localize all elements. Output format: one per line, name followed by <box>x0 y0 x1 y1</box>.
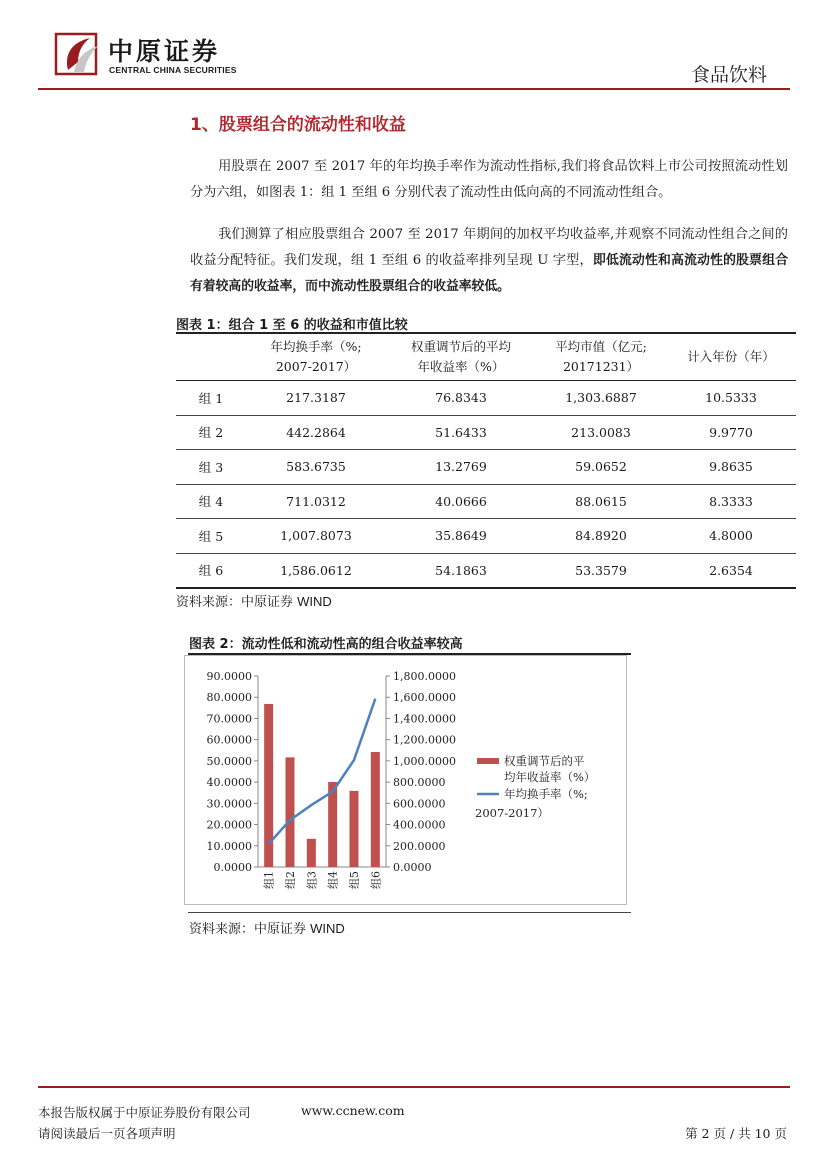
table-cell: 35.8649 <box>386 519 536 554</box>
table-cell: 84.8920 <box>536 519 666 554</box>
legend-bar-label-2: 均年收益率（%） <box>504 770 596 784</box>
table-row-label: 组 5 <box>176 519 246 554</box>
chart-title: 图表 2：流动性低和流动性高的组合收益率较高 <box>189 637 463 652</box>
table-row <box>176 381 796 416</box>
table-cell: 13.2769 <box>386 450 536 485</box>
left-tick-label: 80.0000 <box>206 691 252 705</box>
left-tick-label: 60.0000 <box>206 733 252 747</box>
table-header-cell: 平均市值（亿元; 20171231） <box>555 339 647 374</box>
table-row-label: 组 6 <box>176 553 246 588</box>
legend-bar-label-1: 权重调节后的平 <box>504 754 585 768</box>
table-cell: 217.3187 <box>246 381 386 416</box>
table-cell: 9.9770 <box>666 415 796 450</box>
table-cell: 9.8635 <box>666 450 796 485</box>
paragraph-2 <box>190 222 788 300</box>
category-label: 组4 <box>326 871 340 889</box>
table-cell: 2.6354 <box>666 553 796 588</box>
table-cell: 54.1863 <box>386 553 536 588</box>
page-number: 第 2 页 / 共 10 页 <box>685 1126 787 1141</box>
table-cell: 1,586.0612 <box>246 553 386 588</box>
table-row-label: 组 3 <box>176 450 246 485</box>
table-row <box>176 519 796 554</box>
table-cell: 88.0615 <box>536 484 666 519</box>
footer-copyright: 本报告版权属于中原证券股份有限公司 <box>38 1105 251 1120</box>
legend-line-label-2: 2007-2017） <box>475 806 549 820</box>
table-header-cell: 权重调节后的平均 年收益率（%） <box>410 339 511 374</box>
footer-disclaimer: 请阅读最后一页各项声明 <box>38 1126 176 1141</box>
industry-label: 食品饮料 <box>690 64 767 86</box>
returns-table <box>176 332 796 589</box>
left-tick-label: 30.0000 <box>206 797 252 811</box>
table-source-label: 资料来源：中原证券 <box>176 595 294 610</box>
table-source <box>176 591 332 610</box>
table-header-cell: 计入年份（年） <box>687 349 775 364</box>
paragraph-2-text: 我们测算了相应股票组合 2007 至 2017 年期间的加权平均收益率,并观察不同流动性组合之间的收益分配特征。我们发现，组 1 至组 6 的收益率排列呈现 U 字型， <box>190 227 788 268</box>
company-logo <box>54 30 244 78</box>
category-label: 组3 <box>305 871 319 889</box>
category-label: 组5 <box>348 871 361 889</box>
table-cell: 213.0083 <box>536 415 666 450</box>
table-cell: 4.8000 <box>666 519 796 554</box>
table-cell: 1,303.6887 <box>536 381 666 416</box>
table-row <box>176 450 796 485</box>
left-tick-label: 40.0000 <box>206 776 252 790</box>
right-tick-label: 1,800.0000 <box>393 670 456 683</box>
right-tick-label: 800.0000 <box>393 776 446 790</box>
left-tick-label: 20.0000 <box>206 818 252 832</box>
paragraph-1-text: 用股票在 2007 至 2017 年的年均换手率作为流动性指标,我们将食品饮料上市公司按照流动性划分为六组，如图表 1：组 1 至组 6 分别代表了流动性由低向高的不同流动性组合。 <box>190 159 788 200</box>
paragraph-1 <box>190 154 788 206</box>
legend-line-label-1: 年均换手率（%; <box>504 787 588 801</box>
right-tick-label: 0.0000 <box>393 861 432 874</box>
bar-5 <box>350 791 359 867</box>
table-header-cell <box>176 333 246 381</box>
table-row <box>176 484 796 519</box>
section-title: 1、股票组合的流动性和收益 <box>190 115 406 135</box>
table-cell: 10.5333 <box>666 381 796 416</box>
chart-bottom-rule <box>188 912 631 913</box>
footer-website[interactable]: www.ccnew.com <box>301 1103 405 1118</box>
right-tick-label: 400.0000 <box>393 818 446 832</box>
right-tick-label: 1,400.0000 <box>393 712 456 726</box>
table-cell: 583.6735 <box>246 450 386 485</box>
bar-3 <box>307 839 316 867</box>
bar-6 <box>371 752 380 867</box>
table-row <box>176 553 796 588</box>
right-tick-label: 200.0000 <box>393 839 446 853</box>
right-tick-label: 1,600.0000 <box>393 691 456 705</box>
right-tick-label: 1,000.0000 <box>393 754 456 768</box>
chart-source-name: WIND <box>310 921 345 936</box>
paragraph-2-emphasis: 即低流动性和高流动性的股票组合有着较高的收益率，而中流动性股票组合的收益率较低。 <box>190 253 789 294</box>
left-tick-label: 10.0000 <box>206 839 252 853</box>
table-row-label: 组 1 <box>176 381 246 416</box>
right-tick-label: 1,200.0000 <box>393 733 456 747</box>
left-tick-label: 0.0000 <box>213 861 252 874</box>
table-cell: 8.3333 <box>666 484 796 519</box>
table-row-label: 组 2 <box>176 415 246 450</box>
category-label: 组6 <box>369 871 383 889</box>
footer-divider <box>38 1086 790 1088</box>
table-source-name: WIND <box>297 594 332 609</box>
table-cell: 59.0652 <box>536 450 666 485</box>
table-cell: 76.8343 <box>386 381 536 416</box>
left-tick-label: 90.0000 <box>206 670 252 683</box>
table-cell: 1,007.8073 <box>246 519 386 554</box>
right-tick-label: 600.0000 <box>393 797 446 811</box>
table-cell: 711.0312 <box>246 484 386 519</box>
bar-2 <box>286 757 295 867</box>
chart-source-label: 资料来源：中原证券 <box>189 922 307 937</box>
returns-turnover-chart <box>184 655 627 905</box>
left-tick-label: 50.0000 <box>206 754 252 768</box>
header-divider <box>38 88 790 90</box>
legend-bar-swatch <box>477 758 499 764</box>
category-label: 组1 <box>262 871 276 889</box>
brand-name-en: CENTRAL CHINA SECURITIES <box>109 65 237 75</box>
logo-mark-icon <box>54 32 102 76</box>
table-header-row <box>176 333 796 381</box>
left-tick-label: 70.0000 <box>206 712 252 726</box>
table-title: 图表 1：组合 1 至 6 的收益和市值比较 <box>176 318 408 333</box>
table-cell: 40.0666 <box>386 484 536 519</box>
table-row-label: 组 4 <box>176 484 246 519</box>
table-cell: 53.3579 <box>536 553 666 588</box>
table-cell: 51.6433 <box>386 415 536 450</box>
brand-name-cn: 中原证券 <box>108 37 221 66</box>
category-label: 组2 <box>284 871 297 889</box>
table-cell: 442.2864 <box>246 415 386 450</box>
table-row <box>176 415 796 450</box>
chart-source <box>189 918 345 937</box>
table-header-cell: 年均换手率（%; 2007-2017） <box>270 339 362 374</box>
